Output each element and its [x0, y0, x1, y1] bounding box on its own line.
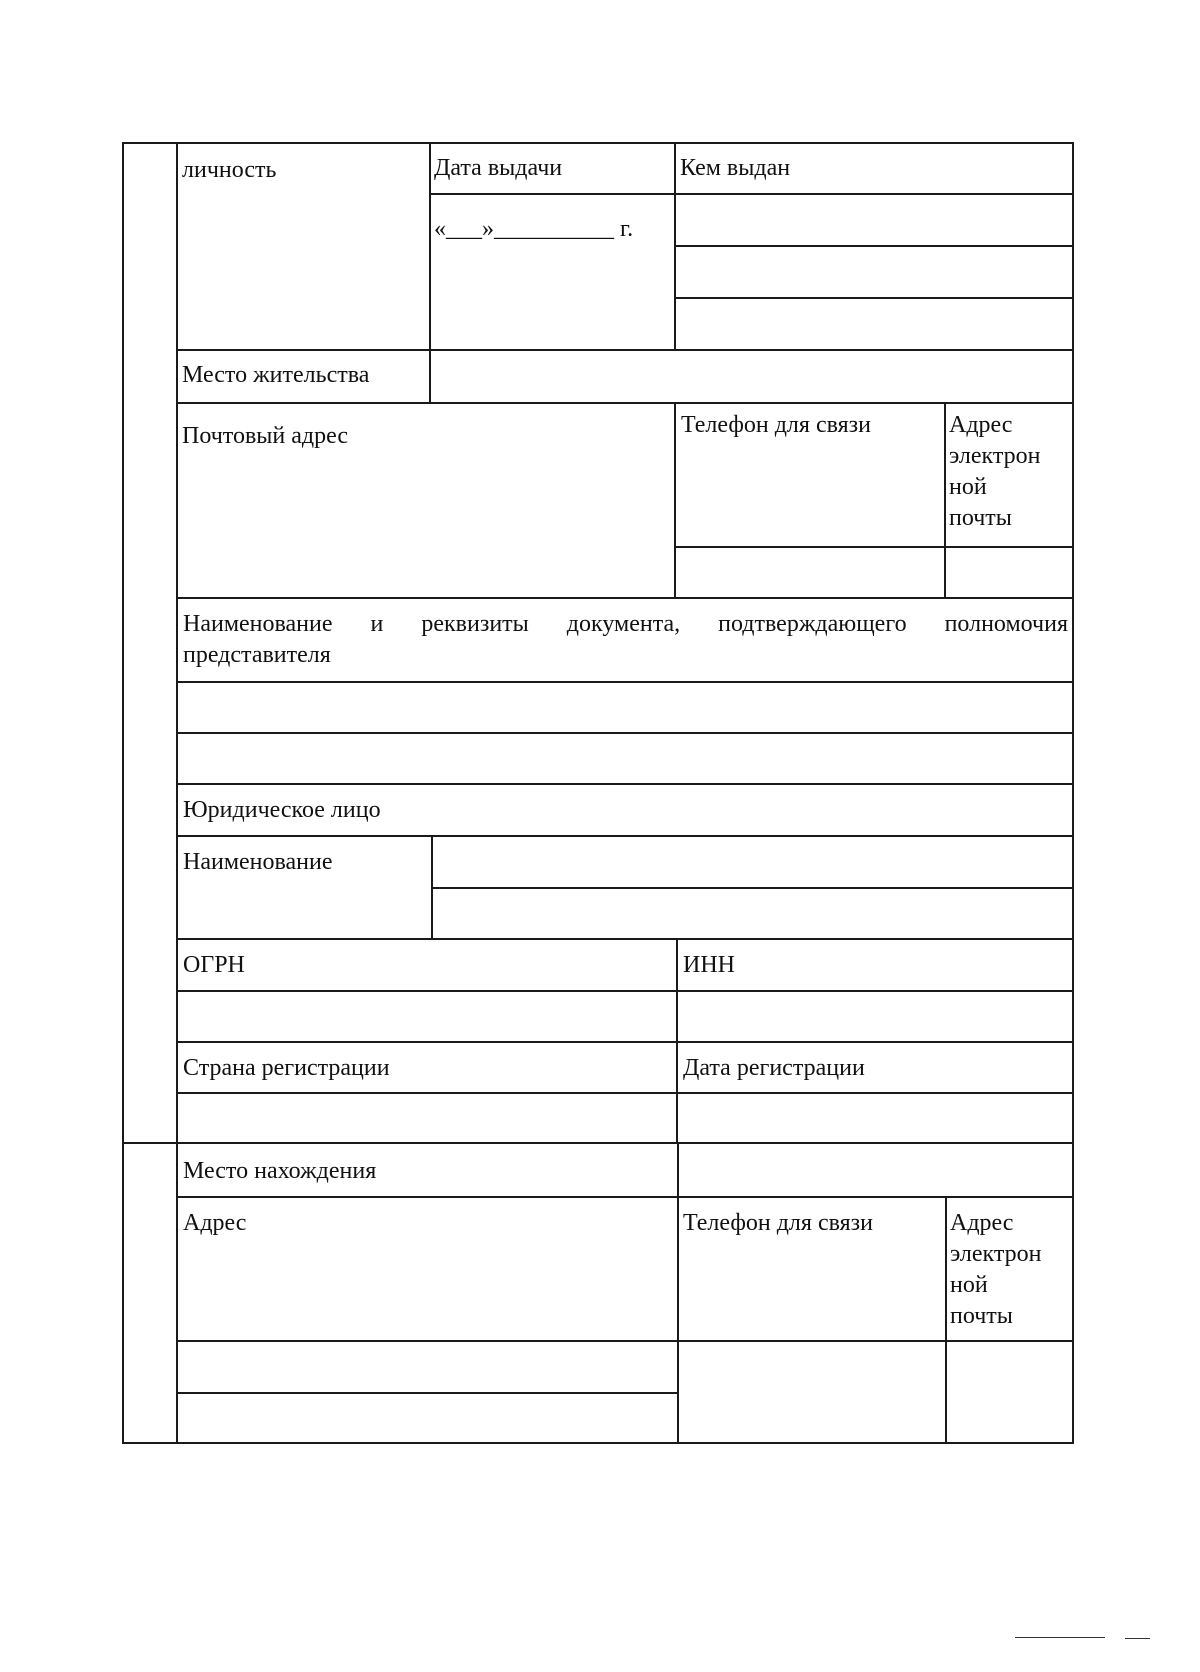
email-label-line: ной: [949, 474, 987, 500]
row-line: [176, 990, 1074, 992]
row-line: [176, 835, 1074, 837]
row-line: [176, 938, 1074, 940]
ogrn-label: ОГРН: [183, 952, 245, 978]
col-divider-ogrn-inn: [676, 938, 678, 1142]
row-line: [176, 732, 1074, 734]
email-label-line-2: электрон: [950, 1241, 1042, 1267]
scan-mark: [1125, 1638, 1150, 1639]
entity-name-label: Наименование: [183, 849, 333, 875]
row-line: [176, 1340, 1074, 1342]
outer-right-border: [1072, 142, 1074, 1442]
row-line: [176, 597, 1074, 599]
address-label: Адрес: [183, 1210, 247, 1236]
phone-label-2: Телефон для связи: [683, 1210, 873, 1236]
row-line: [176, 783, 1074, 785]
email-label-line-2: Адрес: [950, 1210, 1014, 1236]
row-line: [176, 1041, 1074, 1043]
representative-doc-label: Наименование и реквизиты документа, подтверждающего полномочия: [183, 611, 1068, 637]
row-line: [176, 402, 1074, 404]
row-line: [176, 1196, 1074, 1198]
outer-left-border: [122, 142, 124, 1442]
row-line: [674, 297, 1074, 299]
issue-date-field[interactable]: «___»__________ г.: [434, 216, 634, 242]
row-line: [674, 245, 1074, 247]
row-line-section: [122, 1142, 1074, 1144]
legal-entity-title: Юридическое лицо: [183, 797, 381, 823]
reg-date-label: Дата регистрации: [683, 1055, 865, 1081]
email-label-line: почты: [949, 505, 1012, 531]
scan-mark: [1015, 1637, 1105, 1638]
representative-doc-label-cont: представителя: [183, 642, 331, 668]
row-line: [429, 193, 1074, 195]
issued-by-label: Кем выдан: [680, 155, 791, 181]
email-label-line-2: ной: [950, 1272, 988, 1298]
row-line: [176, 1092, 1074, 1094]
top-border: [122, 142, 1074, 144]
col-divider-identity: [429, 142, 431, 402]
row-line: [176, 349, 1074, 351]
row-line: [431, 887, 1074, 889]
col-divider-email: [944, 402, 946, 597]
residence-label: Место жительства: [182, 362, 370, 388]
issue-date-label: Дата выдачи: [434, 155, 563, 181]
inner-left-border: [176, 142, 178, 1442]
phone-label: Телефон для связи: [681, 412, 871, 438]
col-divider-postal: [674, 402, 676, 597]
row-line: [176, 681, 1074, 683]
postal-address-label: Почтовый адрес: [182, 423, 349, 449]
row-line: [674, 546, 1074, 548]
col-divider-location: [677, 1142, 679, 1442]
location-label: Место нахождения: [183, 1158, 377, 1184]
col-divider-email-2: [945, 1196, 947, 1442]
email-label-line: электрон: [949, 443, 1041, 469]
bottom-border: [122, 1442, 1074, 1444]
email-label-line-2: почты: [950, 1303, 1013, 1329]
email-label-line: Адрес: [949, 412, 1013, 438]
identity-doc-label: личность: [182, 157, 277, 183]
row-line: [176, 1392, 677, 1394]
inn-label: ИНН: [683, 952, 735, 978]
country-label: Страна регистрации: [183, 1055, 390, 1081]
